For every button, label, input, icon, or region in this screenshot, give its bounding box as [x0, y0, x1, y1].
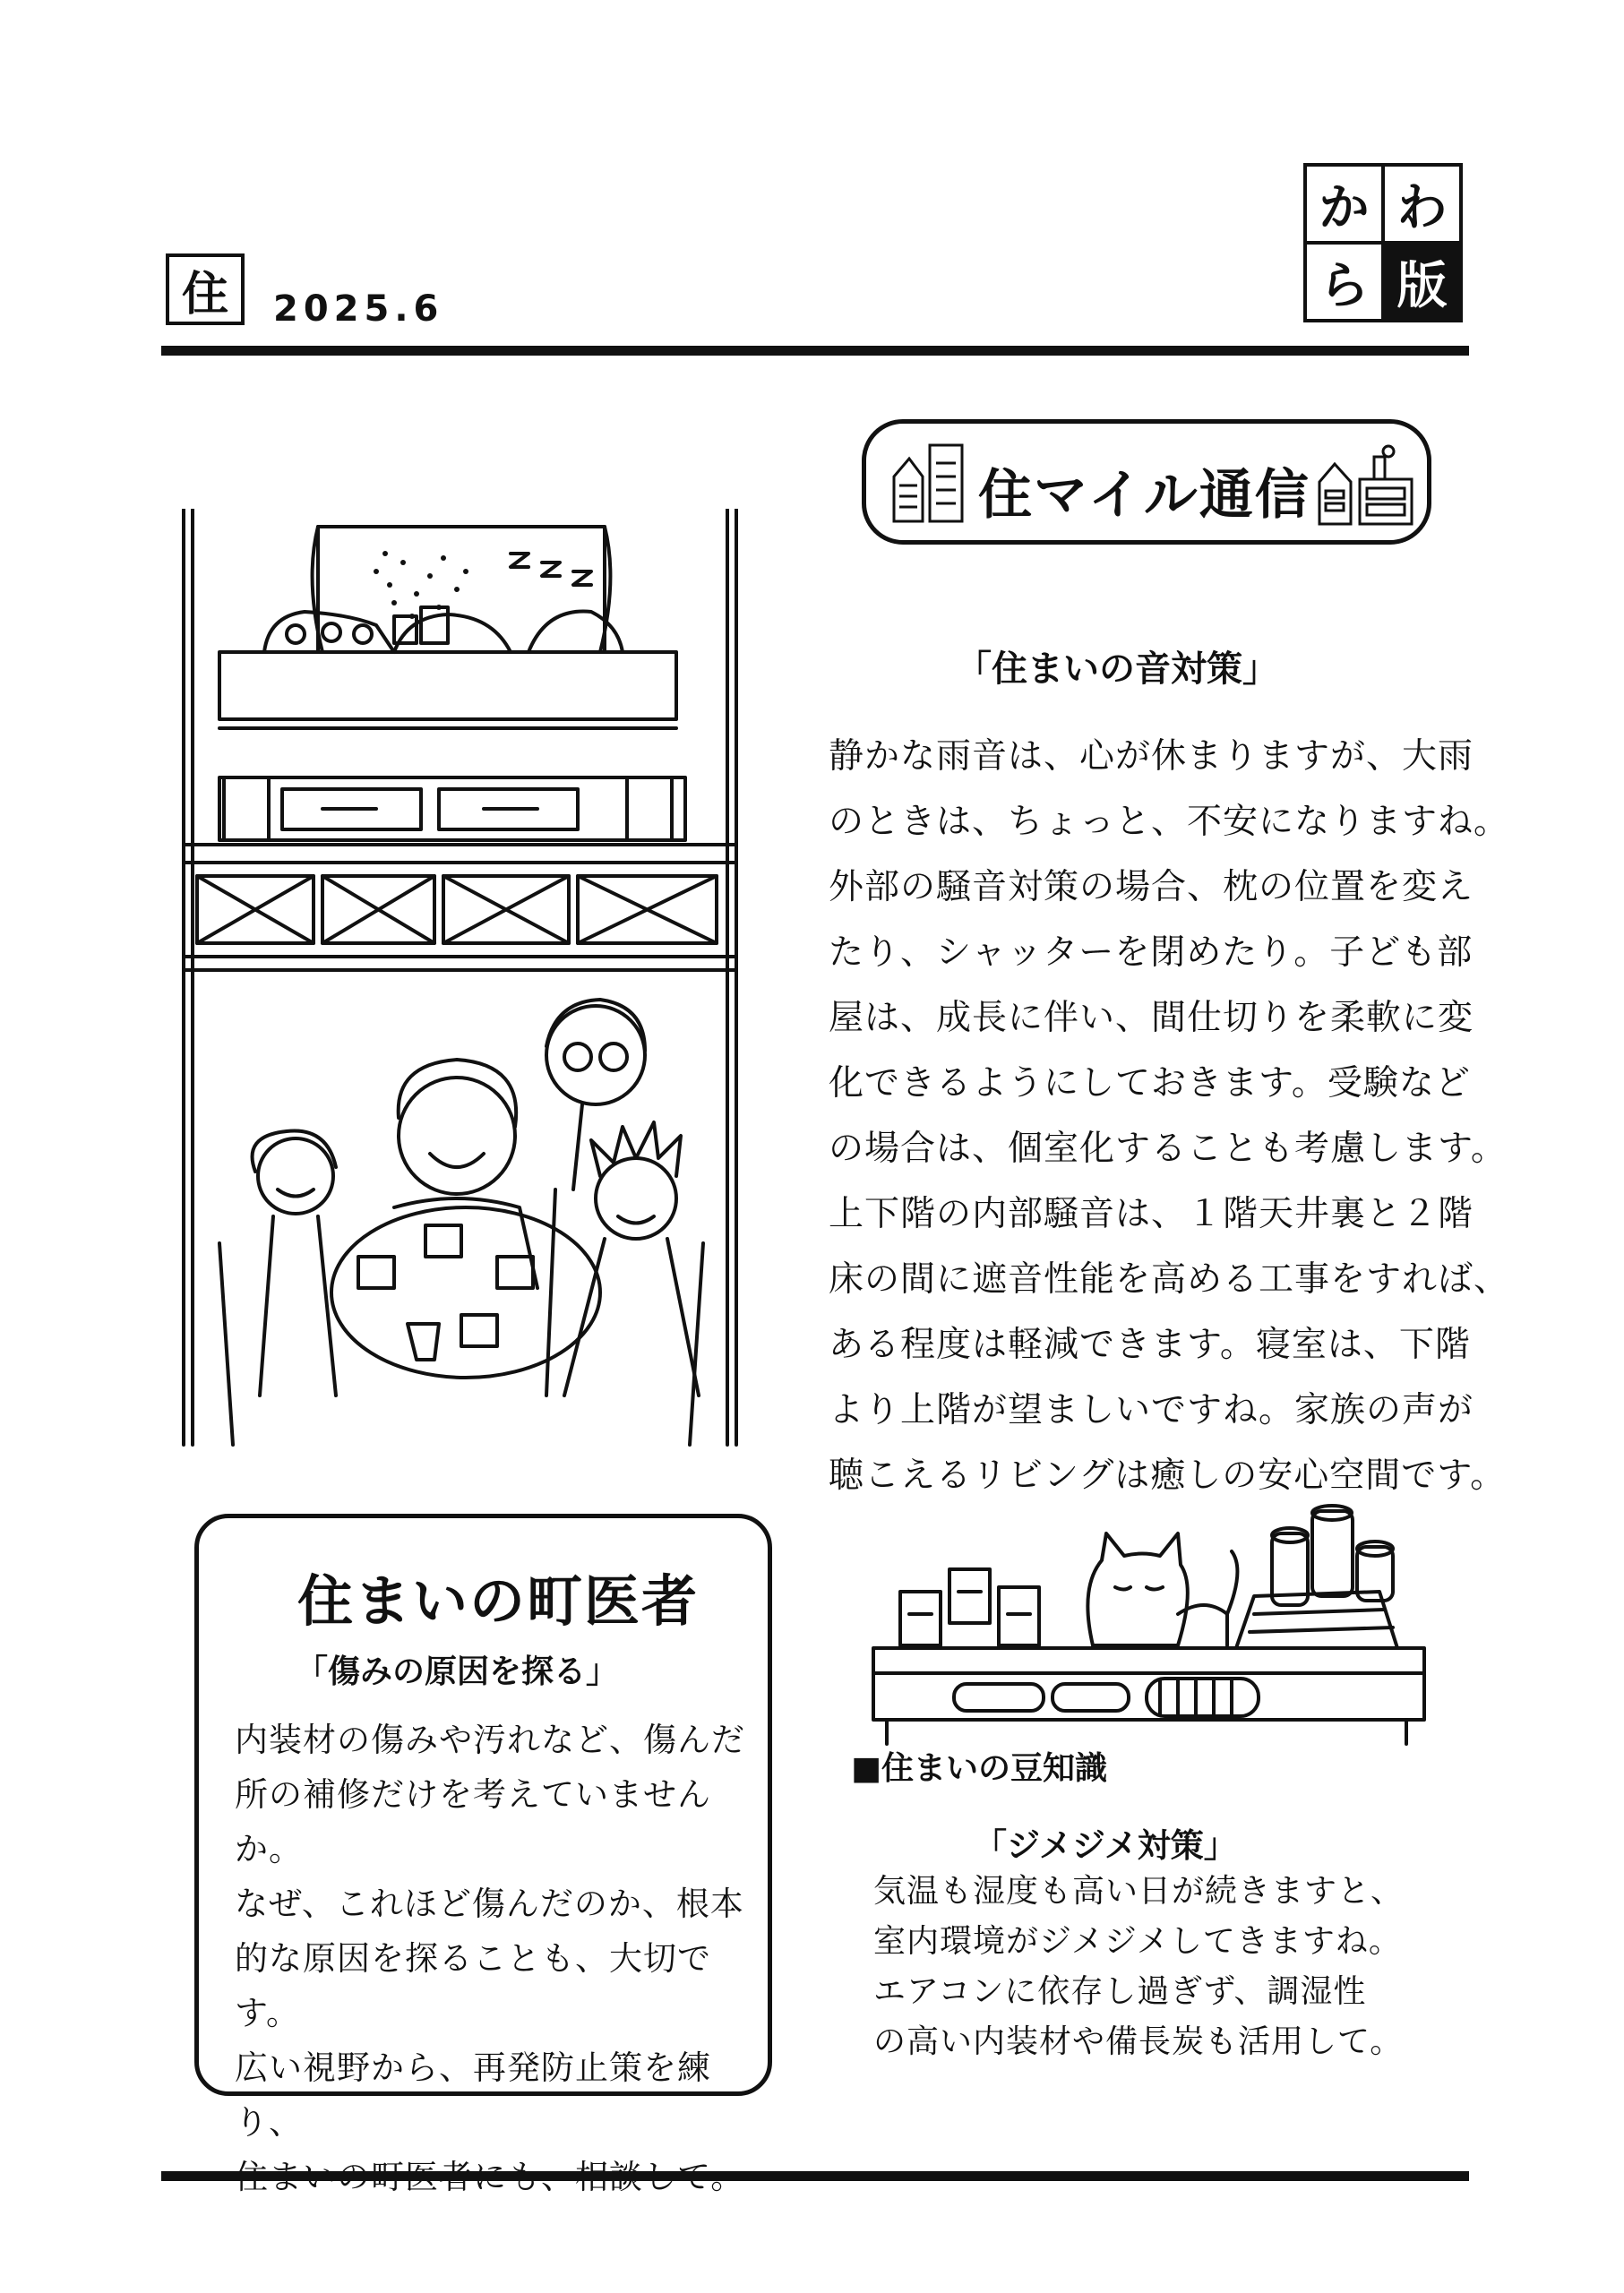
house-icon-right [1315, 439, 1418, 533]
category-char: 住 [181, 267, 228, 322]
article-line: のときは、ちょっと、不安になりますね。 [829, 802, 1510, 842]
doctor-line: 所の補修だけを考えていませんか。 [235, 1775, 711, 1868]
tips-heading: ■住まいの豆知識 [851, 1750, 1108, 1787]
cat-shelf-illustration [851, 1480, 1447, 1748]
article-line: 屋は、成長に伴い、間仕切りを柔軟に変 [829, 998, 1474, 1038]
tips-line: 気温も湿度も高い日が続きますと、 [873, 1873, 1405, 1910]
newsletter-title: 住マイル通信 [978, 464, 1310, 527]
house-icon-left [887, 432, 972, 530]
tips-line: の高い内装材や備長炭も活用して。 [873, 2023, 1404, 2060]
doctor-line: 内装材の傷みや汚れなど、傷んだ [235, 1721, 745, 1759]
article-line: 化できるようにしておきます。受験など [829, 1063, 1471, 1104]
issue-date: 2025.6 [273, 288, 444, 330]
header-rule [161, 346, 1469, 356]
logo-char-3: ら [1303, 241, 1385, 322]
article-line: 静かな雨音は、心が休まりますが、大雨 [829, 736, 1474, 777]
category-badge [166, 253, 245, 325]
tips-subtitle: 「ジメジメ対策」 [974, 1826, 1237, 1865]
article-line: より上階が望ましいですね。家族の声が [829, 1390, 1474, 1430]
article-line: 上下階の内部騒音は、１階天井裏と２階 [829, 1194, 1474, 1234]
doctor-line: 的な原因を探ることも、大切です。 [235, 1939, 711, 2032]
logo-char-1: か [1303, 163, 1385, 245]
footer-rule [161, 2171, 1469, 2181]
tips-line: エアコンに依存し過ぎず、調湿性 [873, 1973, 1367, 2010]
article-line: 外部の騒音対策の場合、枕の位置を変え [829, 867, 1474, 907]
article-body [829, 724, 1509, 1508]
doctor-title: 住まいの町医者 [297, 1568, 700, 1634]
article-line: 床の間に遮音性能を高める工事をすれば、 [829, 1259, 1510, 1300]
article-line: の場合は、個室化することも考慮します。 [829, 1129, 1507, 1169]
doctor-body [235, 1713, 754, 2204]
logo-char-4: 版 [1381, 241, 1463, 322]
article-line: たり、シャッターを閉めたり。子ども部 [829, 932, 1474, 973]
doctor-subtitle: 「傷みの原因を探る」 [296, 1653, 619, 1690]
doctor-line: なぜ、これほど傷んだのか、根本 [235, 1885, 744, 1923]
article-title: 「住まいの音対策」 [956, 648, 1278, 690]
family-illustration [170, 509, 752, 1449]
article-line: 聴こえるリビングは癒しの安心空間です。 [829, 1456, 1507, 1496]
logo-grid [1303, 163, 1466, 326]
doctor-line: 広い視野から、再発防止策を練り、 [235, 2048, 711, 2142]
tips-line: 室内環境がジメジメしてきますね。 [873, 1923, 1402, 1960]
article-line: ある程度は軽減できます。寝室は、下階 [829, 1325, 1471, 1365]
logo-char-2: わ [1381, 163, 1463, 245]
tips-body [873, 1867, 1447, 2067]
